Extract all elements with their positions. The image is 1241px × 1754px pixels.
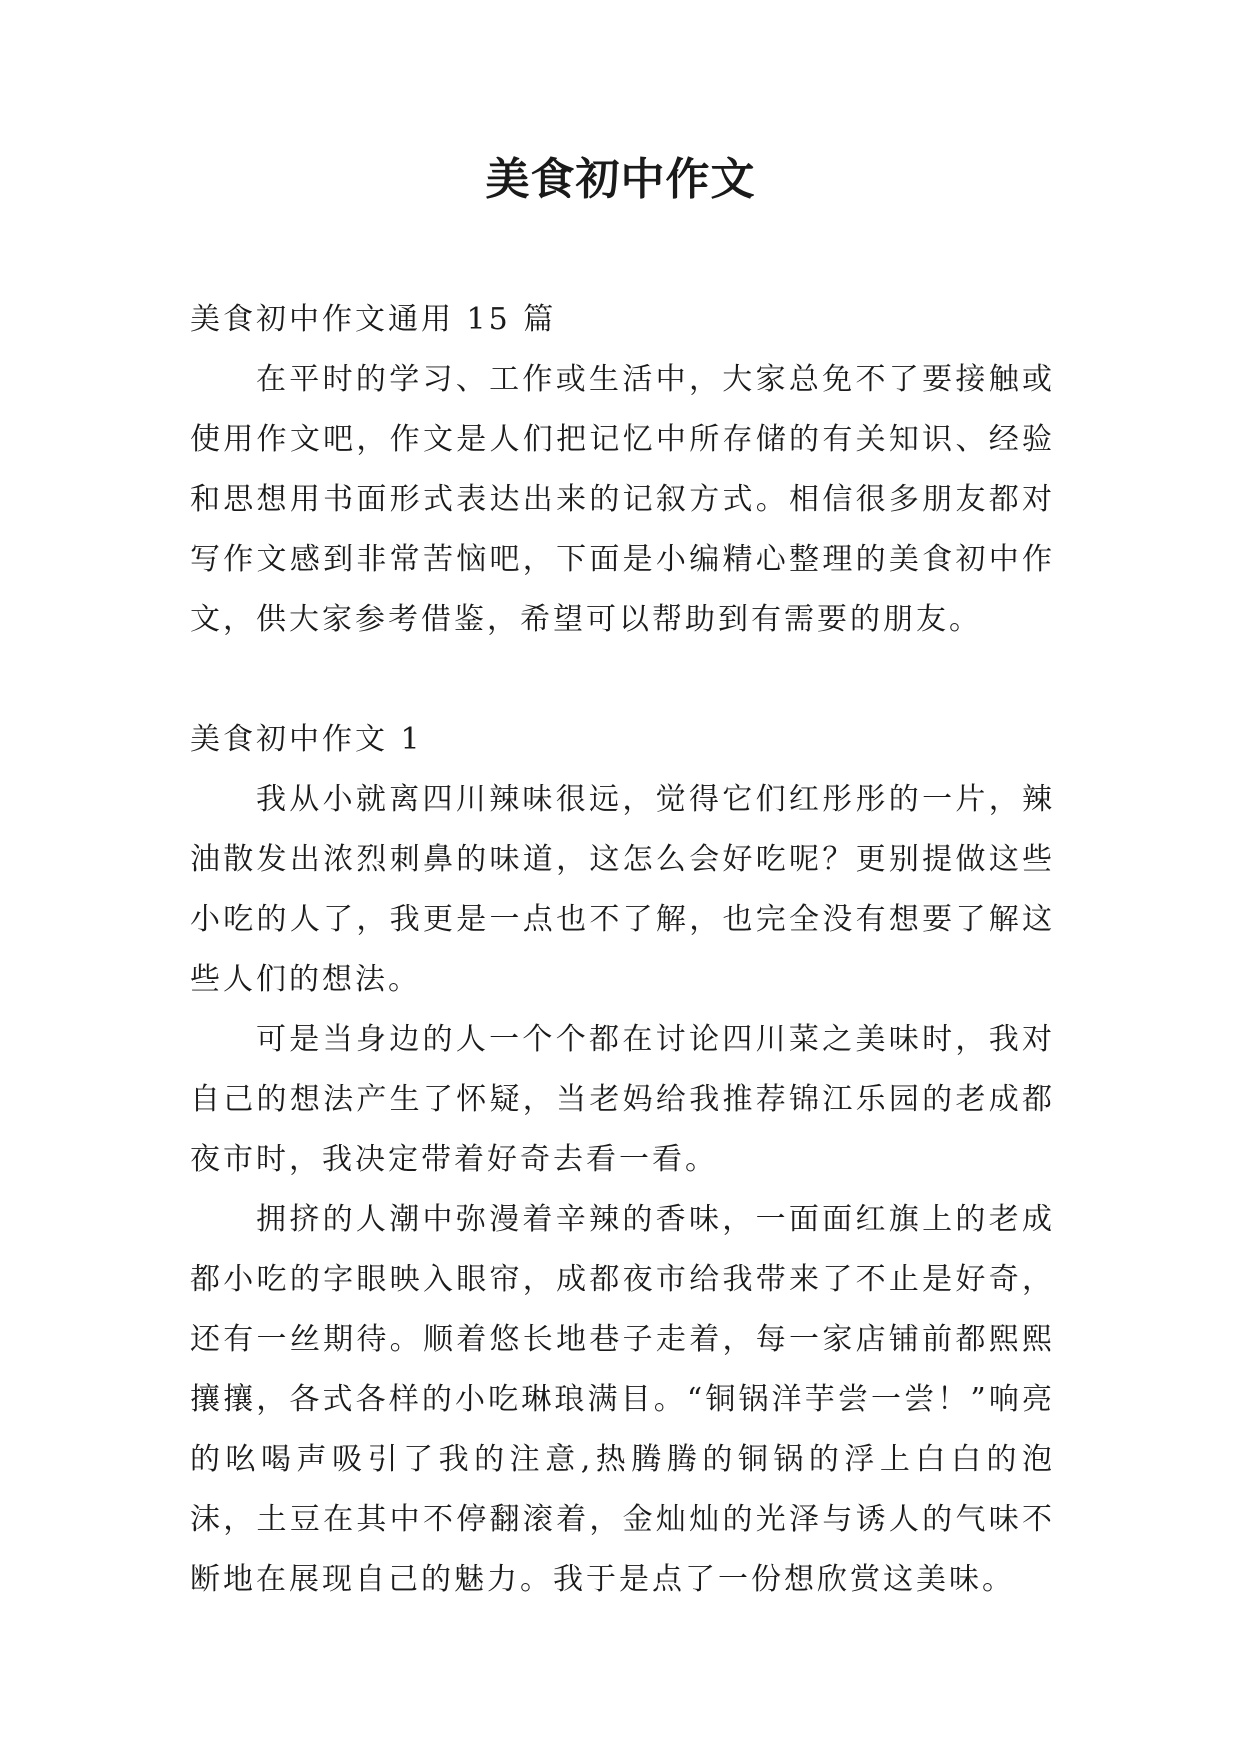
body-paragraph: 可是当身边的人一个个都在讨论四川菜之美味时，我对自己的想法产生了怀疑，当老妈给我推荐锦江乐园的老成都夜市时，我决定带着好奇去看一看。 [190,1022,1055,1177]
section-heading: 美食初中作文 1 [190,722,423,757]
intro-paragraph: 在平时的学习、工作或生活中，大家总免不了要接触或使用作文吧，作文是人们把记忆中所存储的有关知识、经验和思想用书面形式表达出来的记叙方式。相信很多朋友都对写作文感到非常苦恼吧，下面是小编精心整理的美食初中作文，供大家参考借鉴，希望可以帮助到有需要的朋友。 [190,362,1055,637]
document-body [190,290,1055,1610]
body-paragraph: 我从小就离四川辣味很远，觉得它们红彤彤的一片，辣油散发出浓烈刺鼻的味道，这怎么会好吃呢？更别提做这些小吃的人了，我更是一点也不了解，也完全没有想要了解这些人们的想法。 [190,782,1055,997]
section-spacer [190,650,1055,710]
subtitle: 美食初中作文通用 15 篇 [190,302,557,337]
document-title: 美食初中作文 [485,154,756,205]
body-paragraph: 拥挤的人潮中弥漫着辛辣的香味，一面面红旗上的老成都小吃的字眼映入眼帘，成都夜市给我带来了不止是好奇，还有一丝期待。顺着悠长地巷子走着，每一家店铺前都熙熙攘攘，各式各样的小吃琳琅满目。“铜锅洋芋尝一尝！”响亮的吆喝声吸引了我的注意,热腾腾的铜锅的浮上白白的泡沫，土豆在其中不停翻滚着，金灿灿的光泽与诱人的气味不断地在展现自己的魅力。我于是点了一份想欣赏这美味。 [190,1202,1055,1597]
